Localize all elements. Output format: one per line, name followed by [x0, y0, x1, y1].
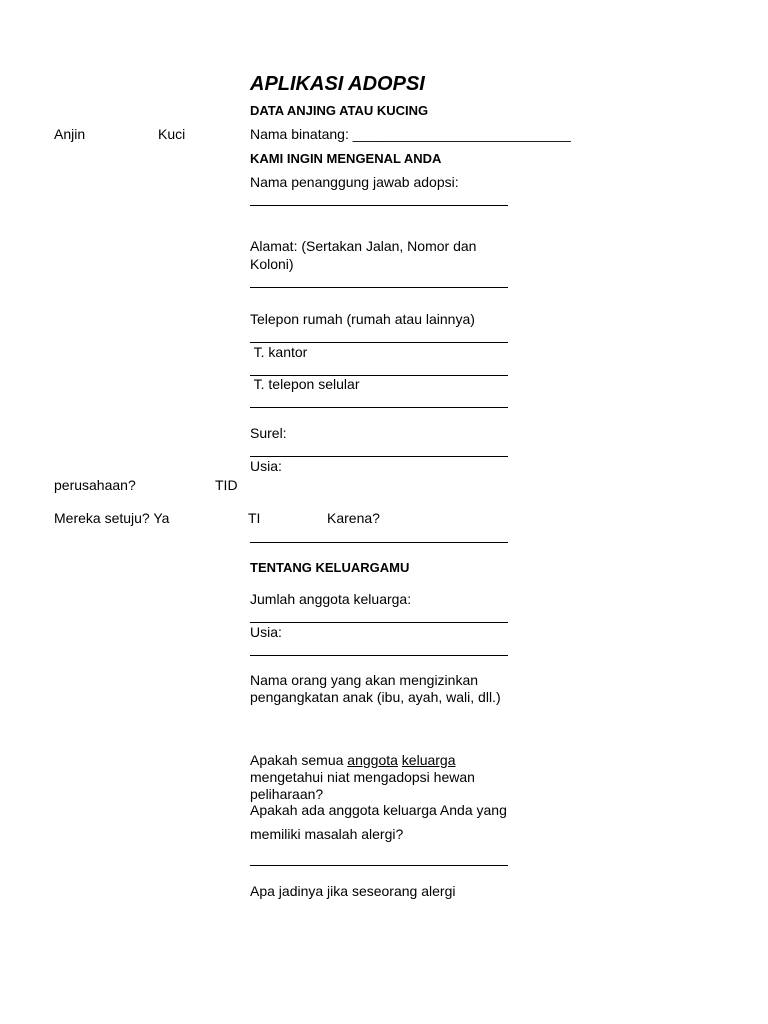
- family-age-line: [250, 655, 508, 656]
- address-label-line2: Koloni): [250, 256, 294, 272]
- company-no-option: TID: [215, 477, 238, 493]
- responsible-line: [250, 205, 508, 206]
- aware-question-line3: peliharaan?: [250, 786, 324, 802]
- because-label: Karena?: [327, 510, 380, 526]
- section-know-heading: KAMI INGIN MENGENAL ANDA: [250, 151, 442, 166]
- family-count-label: Jumlah anggota keluarga:: [250, 591, 412, 607]
- permit-label-line2: pengangkatan anak (ibu, ayah, wali, dll.): [250, 689, 501, 705]
- email-label: Surel:: [250, 425, 287, 441]
- email-line: [250, 456, 508, 457]
- option-anjin: Anjin: [54, 126, 86, 142]
- section-pet-heading: DATA ANJING ATAU KUCING: [250, 103, 429, 118]
- aware-word-keluarga: keluarga: [401, 752, 456, 768]
- home-phone-label: Telepon rumah (rumah atau lainnya): [250, 311, 475, 327]
- agree-no-option: TI: [248, 510, 261, 526]
- aware-question-line1: [250, 752, 456, 769]
- cell-phone-label: T. telepon selular: [250, 376, 360, 392]
- address-label-line1: Alamat: (Sertakan Jalan, Nomor dan: [250, 238, 477, 254]
- cell-phone-line: [250, 407, 508, 408]
- aware-prefix: Apakah semua: [250, 752, 348, 768]
- allergy-line: [250, 865, 508, 866]
- allergy-question-line2: memiliki masalah alergi?: [250, 826, 404, 842]
- responsible-label: Nama penanggung jawab adopsi:: [250, 174, 459, 190]
- agree-question: Mereka setuju? Ya: [54, 510, 170, 526]
- family-count-line: [250, 622, 508, 623]
- age-label: Usia:: [250, 458, 282, 474]
- permit-label-line1: Nama orang yang akan mengizinkan: [250, 672, 479, 688]
- page-title: APLIKASI ADOPSI: [250, 73, 425, 95]
- aware-question-line2: mengetahui niat mengadopsi hewan: [250, 769, 475, 785]
- because-line: [250, 542, 508, 543]
- allergy-what-label: Apa jadinya jika seseorang alergi: [250, 883, 456, 899]
- option-kuci: Kuci: [158, 126, 186, 142]
- home-phone-line: [250, 342, 508, 343]
- aware-word-anggota: anggota: [347, 752, 398, 768]
- office-phone-label: T. kantor: [250, 344, 308, 360]
- family-age-label: Usia:: [250, 624, 282, 640]
- address-line: [250, 287, 508, 288]
- company-question: perusahaan?: [54, 477, 136, 493]
- pet-name-field: Nama binatang: ____________________________: [250, 126, 571, 142]
- section-family-heading: TENTANG KELUARGAMU: [250, 560, 410, 575]
- allergy-question-line1: Apakah ada anggota keluarga Anda yang: [250, 802, 507, 818]
